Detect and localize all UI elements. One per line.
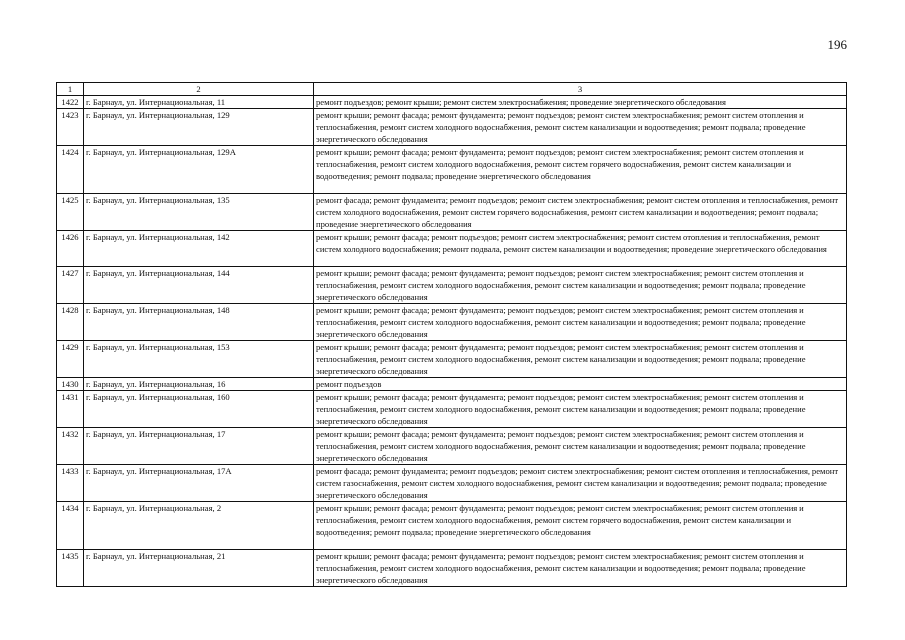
row-address: г. Барнаул, ул. Интернациональная, 17 bbox=[84, 428, 314, 465]
row-works: ремонт крыши; ремонт фасада; ремонт фундамента; ремонт подъездов; ремонт систем электроснабжения; ремонт систем отопления и теплоснабжения, ремонт систем холодного водоснабжения, ремонт систем канализации и водоотведения; ремонт подвала; проведение энергетического обследования bbox=[314, 109, 847, 146]
table-row bbox=[57, 378, 847, 391]
row-address: г. Барнаул, ул. Интернациональная, 153 bbox=[84, 341, 314, 378]
table-row bbox=[57, 391, 847, 428]
row-address: г. Барнаул, ул. Интернациональная, 17А bbox=[84, 465, 314, 502]
table-row bbox=[57, 550, 847, 587]
row-works: ремонт крыши; ремонт фасада; ремонт фундамента; ремонт подъездов; ремонт систем электроснабжения; ремонт систем отопления и теплоснабжения, ремонт систем холодного водоснабжения, ремонт систем канализации и водоотведения; ремонт подвала; проведение энергетического обследования bbox=[314, 550, 847, 587]
row-number: 1426 bbox=[57, 231, 84, 267]
row-number: 1428 bbox=[57, 304, 84, 341]
row-address: г. Барнаул, ул. Интернациональная, 142 bbox=[84, 231, 314, 267]
row-works: ремонт подъездов bbox=[314, 378, 847, 391]
table-row bbox=[57, 96, 847, 109]
table-row bbox=[57, 267, 847, 304]
row-works: ремонт крыши; ремонт фасада; ремонт фундамента; ремонт подъездов; ремонт систем электроснабжения; ремонт систем отопления и теплоснабжения, ремонт систем холодного водоснабжения, ремонт систем канализации и водоотведения; ремонт подвала; проведение энергетического обследования bbox=[314, 341, 847, 378]
column-header-works: 3 bbox=[314, 83, 847, 96]
table-row bbox=[57, 146, 847, 194]
row-number: 1433 bbox=[57, 465, 84, 502]
row-works: ремонт крыши; ремонт фасада; ремонт фундамента; ремонт подъездов; ремонт систем электроснабжения; ремонт систем отопления и теплоснабжения, ремонт систем холодного водоснабжения, ремонт систем канализации и водоотведения; ремонт подвала; проведение энергетического обследования bbox=[314, 267, 847, 304]
row-address: г. Барнаул, ул. Интернациональная, 16 bbox=[84, 378, 314, 391]
column-header-address: 2 bbox=[84, 83, 314, 96]
page-number: 196 bbox=[827, 37, 847, 52]
row-works: ремонт фасада; ремонт фундамента; ремонт подъездов; ремонт систем электроснабжения; ремонт систем отопления и теплоснабжения, ремонт систем холодного водоснабжения, ремонт систем горячего водоснабжения, ремонт систем канализации и водоотведения; ремонт подвала; проведение энергетического обследования bbox=[314, 194, 847, 231]
table-row bbox=[57, 109, 847, 146]
row-number: 1423 bbox=[57, 109, 84, 146]
row-address: г. Барнаул, ул. Интернациональная, 21 bbox=[84, 550, 314, 587]
row-number: 1429 bbox=[57, 341, 84, 378]
row-number: 1432 bbox=[57, 428, 84, 465]
table-row bbox=[57, 194, 847, 231]
row-works: ремонт крыши; ремонт фасада; ремонт подъездов; ремонт систем электроснабжения; ремонт систем отопления и теплоснабжения, ремонт систем холодного водоснабжения; ремонт подвала, ремонт систем канализации и водоотведения; проведение энергетического обследования bbox=[314, 231, 847, 267]
row-number: 1431 bbox=[57, 391, 84, 428]
row-works: ремонт крыши; ремонт фасада; ремонт фундамента; ремонт подъездов; ремонт систем электроснабжения; ремонт систем отопления и теплоснабжения, ремонт систем холодного водоснабжения, ремонт систем горячего водоснабжения, ремонт систем канализации и водоотведения; ремонт подвала; проведение энергетического обследования bbox=[314, 502, 847, 550]
row-works: ремонт фасада; ремонт фундамента; ремонт подъездов; ремонт систем электроснабжения; ремонт систем отопления и теплоснабжения, ремонт систем газоснабжения, ремонт систем холодного водоснабжения, ремонт систем канализации и водоотведения; ремонт подвала; проведение энергетического обследования bbox=[314, 465, 847, 502]
row-address: г. Барнаул, ул. Интернациональная, 129 bbox=[84, 109, 314, 146]
row-number: 1425 bbox=[57, 194, 84, 231]
row-address: г. Барнаул, ул. Интернациональная, 160 bbox=[84, 391, 314, 428]
table-row bbox=[57, 502, 847, 550]
row-address: г. Барнаул, ул. Интернациональная, 148 bbox=[84, 304, 314, 341]
row-address: г. Барнаул, ул. Интернациональная, 11 bbox=[84, 96, 314, 109]
repair-register-table bbox=[56, 82, 847, 587]
row-number: 1424 bbox=[57, 146, 84, 194]
table-row bbox=[57, 304, 847, 341]
row-number: 1435 bbox=[57, 550, 84, 587]
row-address: г. Барнаул, ул. Интернациональная, 2 bbox=[84, 502, 314, 550]
row-number: 1422 bbox=[57, 96, 84, 109]
row-address: г. Барнаул, ул. Интернациональная, 135 bbox=[84, 194, 314, 231]
row-works: ремонт подъездов; ремонт крыши; ремонт систем электроснабжения; проведение энергетического обследования bbox=[314, 96, 847, 109]
row-works: ремонт крыши; ремонт фасада; ремонт фундамента; ремонт подъездов; ремонт систем электроснабжения; ремонт систем отопления и теплоснабжения, ремонт систем холодного водоснабжения, ремонт систем канализации и водоотведения; ремонт подвала; проведение энергетического обследования bbox=[314, 391, 847, 428]
row-works: ремонт крыши; ремонт фасада; ремонт фундамента; ремонт подъездов; ремонт систем электроснабжения; ремонт систем отопления и теплоснабжения, ремонт систем холодного водоснабжения, ремонт систем горячего водоснабжения, ремонт систем канализации и водоотведения; ремонт подвала; проведение энергетического обследования bbox=[314, 146, 847, 194]
column-header-number: 1 bbox=[57, 83, 84, 96]
row-number: 1434 bbox=[57, 502, 84, 550]
row-number: 1430 bbox=[57, 378, 84, 391]
row-works: ремонт крыши; ремонт фасада; ремонт фундамента; ремонт подъездов; ремонт систем электроснабжения; ремонт систем отопления и теплоснабжения, ремонт систем холодного водоснабжения, ремонт систем канализации и водоотведения; ремонт подвала; проведение энергетического обследования bbox=[314, 304, 847, 341]
row-address: г. Барнаул, ул. Интернациональная, 129А bbox=[84, 146, 314, 194]
table-row bbox=[57, 428, 847, 465]
table-row bbox=[57, 341, 847, 378]
table-row bbox=[57, 465, 847, 502]
header-row bbox=[57, 83, 847, 96]
row-address: г. Барнаул, ул. Интернациональная, 144 bbox=[84, 267, 314, 304]
row-works: ремонт крыши; ремонт фасада; ремонт фундамента; ремонт подъездов; ремонт систем электроснабжения; ремонт систем отопления и теплоснабжения, ремонт систем холодного водоснабжения, ремонт систем канализации и водоотведения; ремонт подвала; проведение энергетического обследования bbox=[314, 428, 847, 465]
row-number: 1427 bbox=[57, 267, 84, 304]
table-row bbox=[57, 231, 847, 267]
